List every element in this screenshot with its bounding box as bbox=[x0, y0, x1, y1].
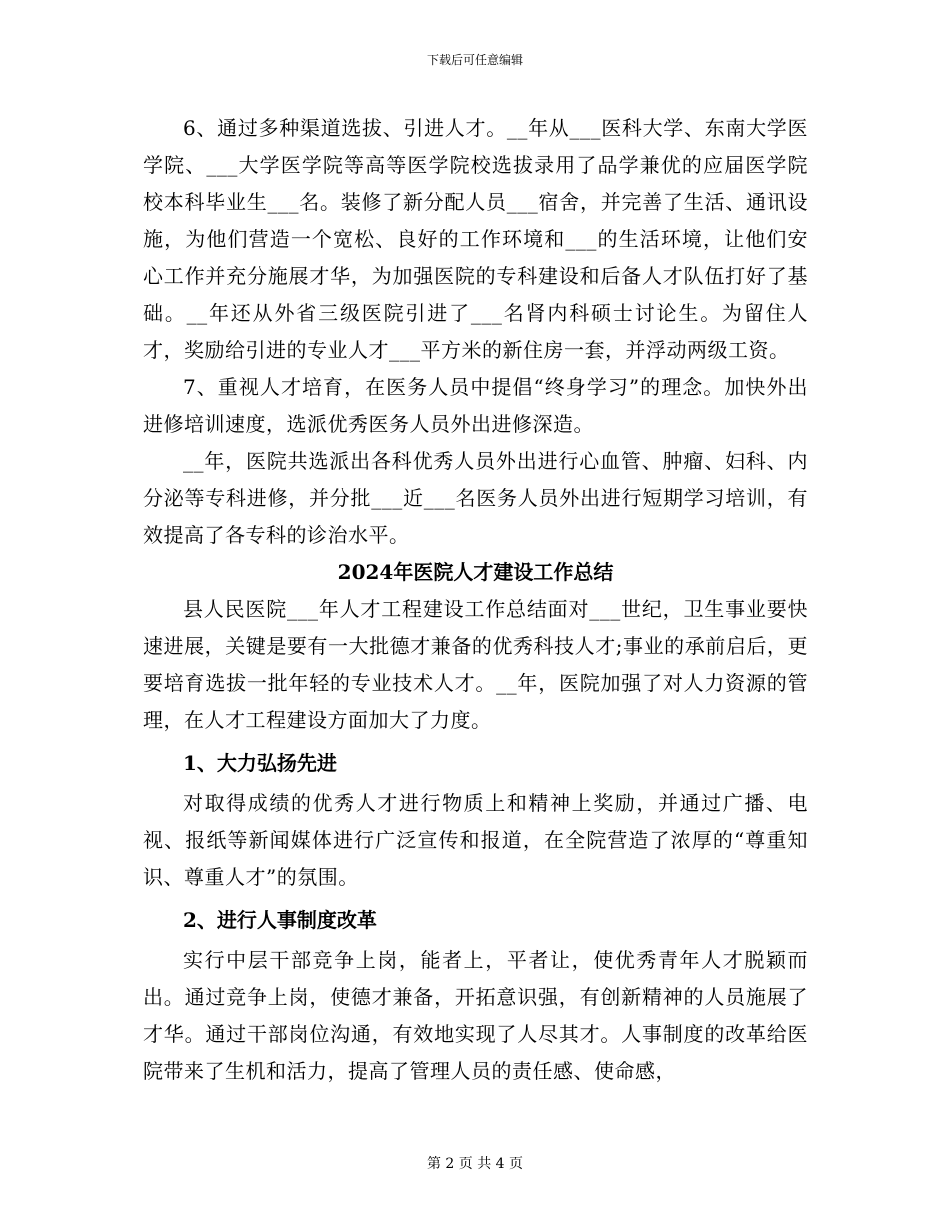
paragraph-promote-advanced: 对取得成绩的优秀人才进行物质上和精神上奖励，并通过广播、电视、报纸等新闻媒体进行广泛宣传和报道，在全院营造了浓厚的“尊重知识、尊重人才”的氛围。 bbox=[143, 791, 808, 889]
paragraph-talent-training: 7、重视人才培育，在医务人员中提倡“终身学习”的理念。加快外出进修培训速度，选派优秀医务人员外出进修深造。 bbox=[143, 375, 808, 436]
page-header: 下载后可任意编辑 bbox=[426, 53, 523, 67]
paragraph-talent-recruitment: 6、通过多种渠道选拔、引进人才。__年从___医科大学、东南大学医学院、___大学医学院等高等医学院校选拔录用了品学兼优的应届医学院校本科毕业生___名。装修了新分配人员___宿舍，并完善了生活、通讯设施，为他们营造一个宽松、良好的工作环境和___的生活环境，让他们安心工作并充分施展才华，为加强医院的专科建设和后备人才队伍打好了基础。__年还从外省三级医院引进了___名肾内科硕士讨论生。为留住人才，奖励给引进的专业人才___平方米的新住房一套，并浮动两级工资。 bbox=[143, 116, 808, 362]
page-footer: 第 2 页 共 4 页 bbox=[426, 1156, 524, 1172]
section-intro: 县人民医院___年人才工程建设工作总结面对___世纪，卫生事业要快速进展，关键是要有一大批德才兼备的优秀科技人才;事业的承前启后，更要培育选拔一批年轻的专业技术人才。__年，医院加强了对人力资源的管理，在人才工程建设方面加大了力度。 bbox=[143, 597, 808, 732]
heading-personnel-reform: 2、进行人事制度改革 bbox=[183, 908, 377, 932]
paragraph-personnel-reform: 实行中层干部竞争上岗，能者上，平者让，使优秀青年人才脱颖而出。通过竞争上岗，使德才兼备，开拓意识强，有创新精神的人员施展了才华。通过干部岗位沟通，有效地实现了人尽其才。人事制度的改革给医院带来了生机和活力，提高了管理人员的责任感、使命感， bbox=[143, 948, 808, 1083]
paragraph-training-results: __年，医院共选派出各科优秀人员外出进行心血管、肿瘤、妇科、内分泌等专科进修，并分批___近___名医务人员外出进行短期学习培训，有效提高了各专科的诊治水平。 bbox=[143, 449, 808, 547]
section-title: 2024年医院人才建设工作总结 bbox=[337, 560, 614, 584]
document-body bbox=[143, 110, 808, 1090]
heading-promote-advanced: 1、大力弘扬先进 bbox=[183, 751, 337, 775]
